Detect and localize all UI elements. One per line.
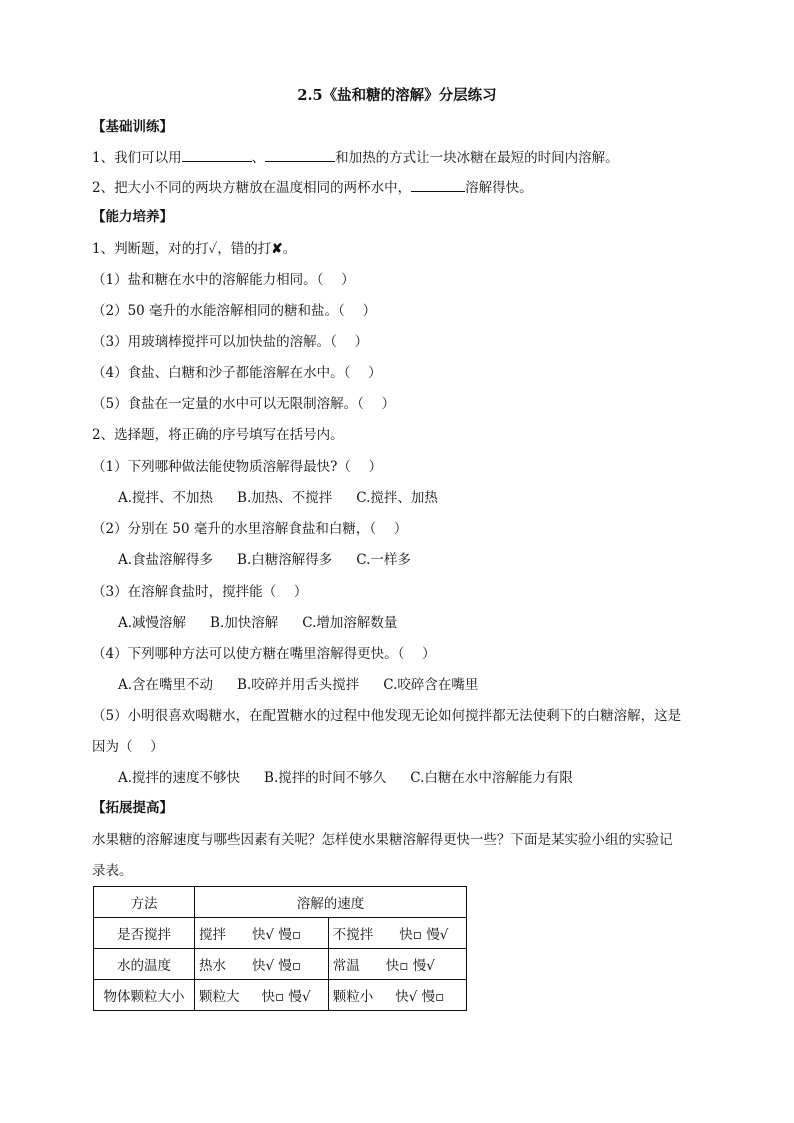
q2-text-a: 2、把大小不同的两块方糖放在温度相同的两杯水中，: [92, 180, 412, 196]
cross-icon: ✘: [271, 241, 283, 257]
experiment-record-table: [93, 886, 467, 1011]
mark-icon: √: [301, 989, 311, 1005]
section-heading-extend: 【拓展提高】: [92, 800, 173, 816]
choice-option: C.搅拌、加热: [356, 490, 438, 506]
choice-options-2: [118, 551, 411, 569]
cell-option-b: 颗粒小 快√ 慢▫: [328, 980, 466, 1011]
choice-question-2: （2）分别在 50 毫升的水里溶解食盐和白糖，（ ）: [92, 521, 408, 537]
judge-title-end: 。: [282, 241, 297, 257]
choice-options-5: [118, 769, 573, 787]
choice-options-1: [118, 489, 438, 507]
fill-blank-3[interactable]: [411, 177, 465, 192]
basic-question-2: [92, 177, 533, 197]
extend-intro-line2: 录表。: [92, 863, 133, 879]
choice-option: B.白糖溶解得多: [237, 552, 333, 568]
mark-icon: √: [426, 958, 435, 974]
q1-text-b: 和加热的方式让一块冰糖在最短的时间内溶解。: [335, 150, 619, 166]
table-header-speed: 溶解的速度: [195, 887, 467, 918]
judge-title: [92, 240, 296, 258]
mark-icon: √: [265, 927, 275, 943]
choice-question-5-line2: 因为（ ）: [92, 739, 164, 755]
table-header-row: [94, 887, 467, 918]
q1-text-a: 1、我们可以用: [92, 150, 182, 166]
q1-separator: 、: [251, 150, 266, 166]
choice-question-4: （4）下列哪种方法可以使方糖在嘴里溶解得更快。（ ）: [92, 646, 436, 662]
mark-icon: √: [265, 958, 275, 974]
mark-icon: ▫: [435, 989, 445, 1005]
extend-intro-line1: 水果糖的溶解速度与哪些因素有关呢？怎样使水果糖溶解得更快一些？下面是某实验小组的实验记: [92, 832, 673, 848]
choice-options-4: [118, 676, 478, 694]
cell-option-a: 热水 快√ 慢▫: [195, 949, 329, 980]
judge-item-4: （4）食盐、白糖和沙子都能溶解在水中。（ ）: [92, 365, 382, 381]
choice-option: A.搅拌、不加热: [118, 490, 214, 506]
choice-option: C.咬碎含在嘴里: [383, 677, 479, 693]
row-label: 物体颗粒大小: [94, 980, 195, 1011]
table-row: [94, 949, 467, 980]
page-title: 2.5《盐和糖的溶解》分层练习: [297, 87, 497, 104]
choice-option: A.搅拌的速度不够快: [118, 770, 241, 786]
cell-option-a: 颗粒大 快▫ 慢√: [195, 980, 329, 1011]
judge-item-5: （5）食盐在一定量的水中可以无限制溶解。（ ）: [92, 396, 396, 412]
basic-question-1: [92, 147, 619, 167]
judge-item-1: （1）盐和糖在水中的溶解能力相同。（ ）: [92, 272, 355, 288]
choice-title: 2、选择题，将正确的序号填写在括号内。: [92, 427, 344, 443]
mark-icon: ▫: [275, 989, 285, 1005]
mark-icon: √: [408, 989, 418, 1005]
choice-option: B.加热、不搅拌: [237, 490, 333, 506]
mark-icon: ▫: [399, 958, 409, 974]
row-label: 水的温度: [94, 949, 195, 980]
cell-option-b: 常温 快▫ 慢√: [328, 949, 466, 980]
table-header-method: 方法: [94, 887, 195, 918]
choice-option: B.加快溶解: [210, 615, 279, 631]
fill-blank-2[interactable]: [265, 147, 335, 162]
section-heading-basic: 【基础训练】: [92, 119, 173, 135]
judge-title-mid: ，错的打: [217, 241, 272, 257]
cell-option-a: 搅拌 快√ 慢▫: [195, 918, 329, 949]
judge-title-text: 1、判断题，对的打: [92, 241, 209, 257]
mark-icon: ▫: [291, 927, 302, 943]
checkmark-icon: ✓: [208, 241, 218, 257]
choice-question-1: （1）下列哪种做法能使物质溶解得最快?（ ）: [92, 459, 383, 475]
choice-option: C.白糖在水中溶解能力有限: [410, 770, 573, 786]
choice-option: A.食盐溶解得多: [118, 552, 214, 568]
row-label: 是否搅拌: [94, 918, 195, 949]
section-heading-ability: 【能力培养】: [92, 209, 173, 225]
table-row: [94, 980, 467, 1011]
choice-question-5-line1: （5）小明很喜欢喝糖水，在配置糖水的过程中他发现无论如何搅拌都无法使剩下的白糖溶解，这是: [92, 708, 682, 724]
judge-item-3: （3）用玻璃棒搅拌可以加快盐的溶解。（ ）: [92, 334, 369, 350]
mark-icon: ▫: [291, 958, 302, 974]
table-row: [94, 918, 467, 949]
choice-option: A.含在嘴里不动: [118, 677, 214, 693]
choice-option: B.搅拌的时间不够久: [264, 770, 387, 786]
choice-option: C.一样多: [356, 552, 411, 568]
choice-options-3: [118, 614, 397, 632]
choice-option: B.咬碎并用舌头搅拌: [237, 677, 360, 693]
q2-text-b: 溶解得快。: [465, 180, 533, 196]
cell-option-b: 不搅拌 快▫ 慢√: [328, 918, 466, 949]
fill-blank-1[interactable]: [182, 147, 252, 162]
mark-icon: √: [439, 927, 449, 943]
choice-option: A.减慢溶解: [118, 615, 187, 631]
choice-question-3: （3）在溶解食盐时，搅拌能（ ）: [92, 584, 308, 600]
mark-icon: ▫: [412, 927, 422, 943]
judge-item-2: （2）50 毫升的水能溶解相同的糖和盐。（ ）: [92, 303, 377, 319]
choice-option: C.增加溶解数量: [302, 615, 398, 631]
